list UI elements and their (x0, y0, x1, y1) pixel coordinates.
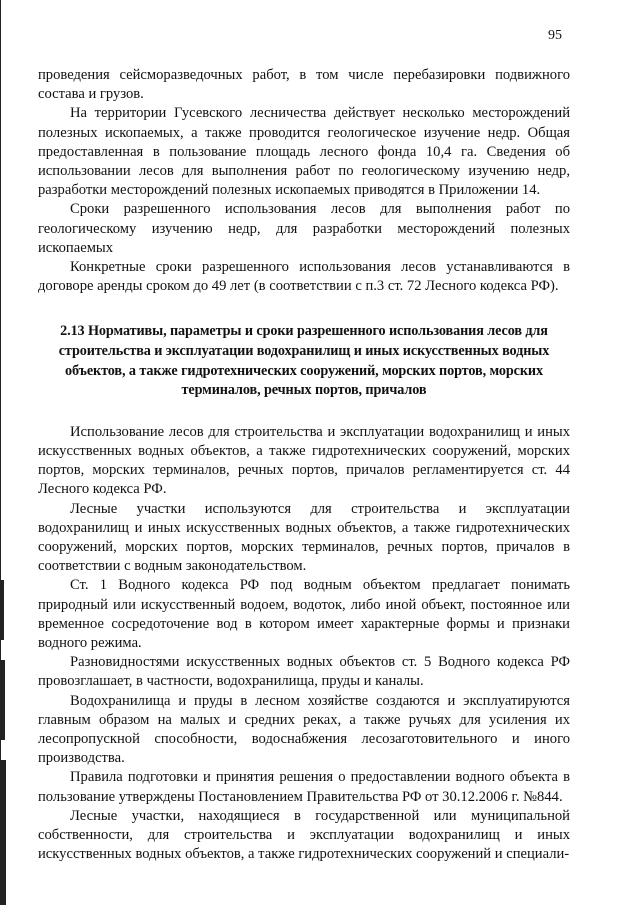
page-number: 95 (548, 28, 562, 43)
section-heading: 2.13 Нормативы, параметры и сроки разрешенного использования лесов для строительства и эксплуатации водохранилищ и иных искусственных водных объектов, а также гидротехнических сооружений, морских портов, морских терминалов, речных портов, причалов (58, 323, 550, 399)
paragraph: Сроки разрешенного использования лесов для выполнения работ по геологическому изучению недр, для разработки месторождений полезных ископаемых (38, 201, 570, 256)
paragraph: Ст. 1 Водного кодекса РФ под водным объектом предлагает понимать природный или искусственный водоем, водоток, либо иной объект, постоянное или временное сосредоточение вод в котором имеет характерные формы и признаки водного режима. (38, 577, 570, 652)
paragraph: Водохранилища и пруды в лесном хозяйстве создаются и эксплуатируются главным образом на малых и средних реках, а также ручьях для усиления их лесопропускной способности, водоснабжения лесозаготовительного и иного производства. (38, 692, 570, 767)
paragraph: проведения сейсморазведочных работ, в том числе перебазировки подвижного состава и грузов. (38, 67, 570, 103)
paragraph: Лесные участки, находящиеся в государственной или муниципальной собственности, для строительства и эксплуатации водохранилищ и иных искусственных водных объектов, а также гидротехнических сооружений и специали- (38, 807, 570, 863)
paragraph: На территории Гусевского лесничества действует несколько месторождений полезных ископаемых, а также проводится геологическое изучение недр. Общая предоставленная в пользование площадь лесного фонда 10,4 га. Сведения об использовании лесов для выполнения работ по геологическому изучению недр, разработки месторождений полезных ископаемых приводятся в Приложении 14. (38, 105, 570, 199)
scan-edge-mark (0, 660, 5, 740)
scan-edge-mark (0, 580, 4, 640)
document-body (38, 66, 570, 864)
paragraph: Использование лесов для строительства и эксплуатации водохранилищ и иных искусственных водных объектов, а также гидротехнических сооружений, морских портов, морских терминалов, речных портов, причалов регламентируется ст. 44 Лесного кодекса РФ. (38, 423, 570, 498)
paragraph: Правила подготовки и принятия решения о предоставлении водного объекта в пользование утверждены Постановлением Правительства РФ от 30.12.2006 г. №844. (38, 769, 570, 805)
paragraph: Лесные участки используются для строительства и эксплуатации водохранилищ и иных искусственных водных объектов, а также гидротехнических сооружений, морских портов, морских терминалов, речных портов, причалов в соответствии с водным законодательством. (38, 500, 570, 575)
paragraph: Разновидностями искусственных водных объектов ст. 5 Водного кодекса РФ провозглашает, в частности, водохранилища, пруды и каналы. (38, 654, 570, 690)
paragraph: Конкретные сроки разрешенного использования лесов устанавливаются в договоре аренды сроком до 49 лет (в соответствии с п.3 ст. 72 Лесного кодекса РФ). (38, 259, 570, 295)
scan-edge-mark (0, 760, 6, 905)
